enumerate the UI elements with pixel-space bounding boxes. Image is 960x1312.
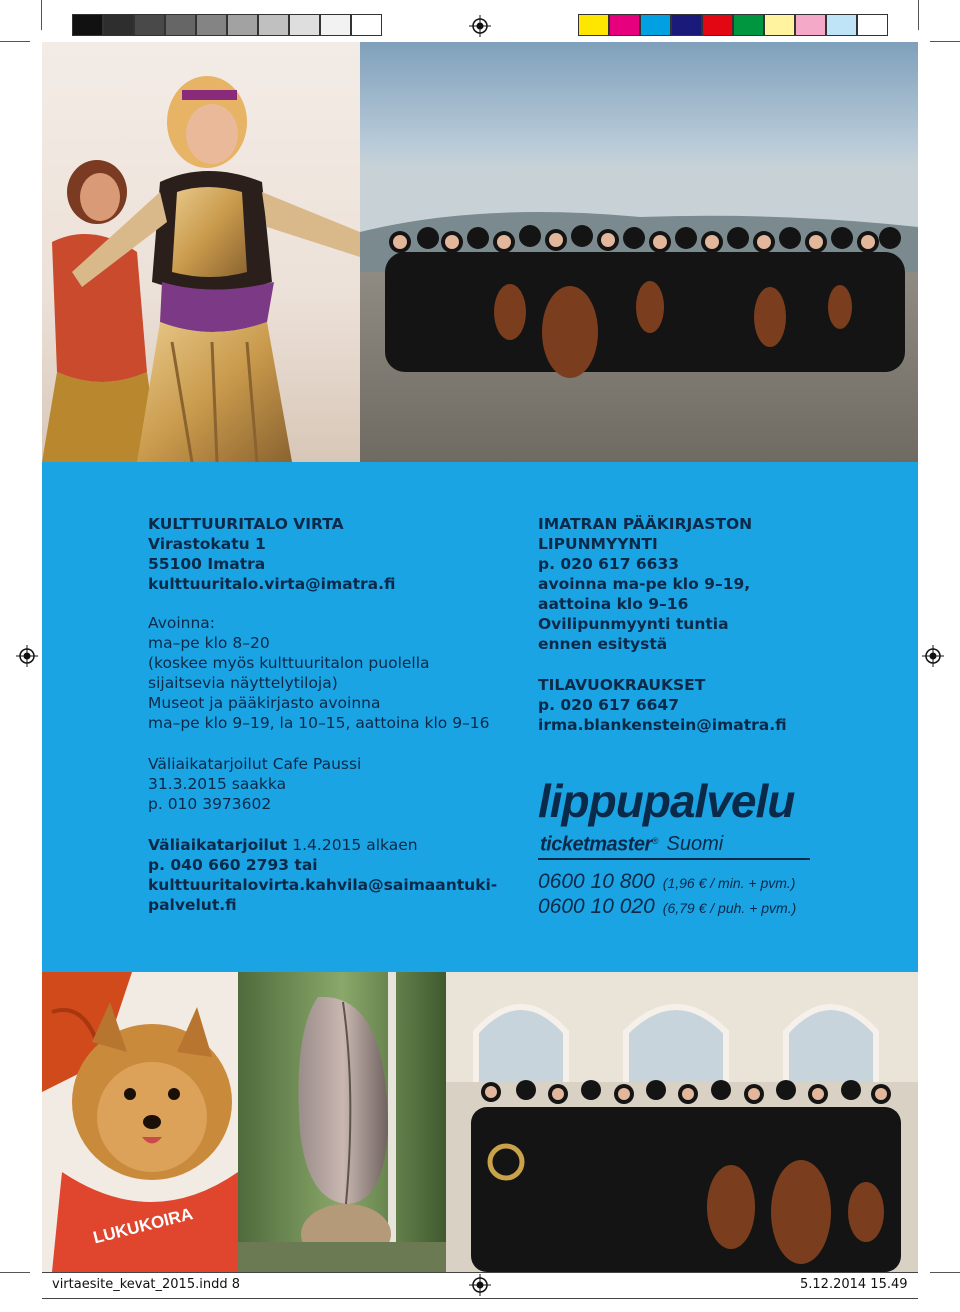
crop-mark [41,0,42,30]
cafe-phone: p. 010 3973602 [148,795,272,813]
ticket-phone-price: (6,79 € / puh. + pvm.) [662,900,797,916]
cafe2-phone: p. 040 660 2793 tai [148,856,318,874]
crop-mark [0,1272,30,1273]
hours-line: sijaitsevia näyttelytiloja) [148,674,338,692]
ticket-phone-price: (1,96 € / min. + pvm.) [662,875,796,891]
gray-bar [320,14,351,36]
library-hours: avoinna ma-pe klo 9–19, [538,575,751,593]
cafe2-email-cont[interactable]: palvelut.fi [148,896,237,914]
gray-bar [258,14,289,36]
library-title: IMATRAN PÄÄKIRJASTON [538,515,753,533]
venue-email[interactable]: kulttuuritalo.virta@imatra.fi [148,575,396,593]
library-title-cont: LIPUNMYYNTI [538,535,658,553]
cafe-title: Väliaikatarjoilut Cafe Paussi [148,755,362,773]
library-door-sales-cont: ennen esitystä [538,635,668,653]
registered-mark: ® [651,836,659,846]
ticketmaster-line [540,828,723,859]
lippupalvelu-logo: lippupalvelu [538,775,795,827]
color-bar [733,14,764,36]
ticket-phone-1 [538,870,795,894]
hours-line: ma–pe klo 8–20 [148,634,270,652]
gray-bar [134,14,165,36]
gray-bar [227,14,258,36]
cafe2-title-rest: 1.4.2015 alkaen [287,836,418,854]
rentals-email[interactable]: irma.blankenstein@imatra.fi [538,716,787,734]
registration-mark-icon [469,15,491,37]
crop-mark [930,41,960,42]
gray-bar [165,14,196,36]
ticketmaster-country: Suomi [666,833,724,856]
library-hours-cont: aattoina klo 9–16 [538,595,689,613]
hours-line: (koskee myös kulttuuritalon puolella [148,654,430,672]
cafe2-email[interactable]: kulttuuritalovirta.kahvila@saimaantuki- [148,876,498,894]
crop-mark [0,41,30,42]
gray-bar [103,14,134,36]
gray-bar [351,14,382,36]
venue-postal: 55100 Imatra [148,555,266,573]
crop-mark [930,1272,960,1273]
color-bar [764,14,795,36]
cafe-paussi-block [148,754,361,814]
hours-block [148,613,490,733]
rentals-phone: p. 020 617 6647 [538,696,680,714]
hours-line: ma–pe klo 9–19, la 10–15, aattoina klo 9–16 [148,714,490,732]
rentals-title: TILAVUOKRAUKSET [538,676,706,694]
color-bar [826,14,857,36]
ticket-phone-number[interactable]: 0600 10 020 [538,895,655,918]
color-bar [578,14,609,36]
ticket-phone-2 [538,895,796,919]
slug-timestamp: 5.12.2014 15.49 [800,1277,908,1292]
gray-bar [289,14,320,36]
cafe-new-block [148,835,497,915]
color-bar [795,14,826,36]
color-bar [671,14,702,36]
ticketmaster-logo: ticketmaster [540,833,652,856]
slug-filename: virtaesite_kevat_2015.indd 8 [52,1277,240,1292]
orchestra-hill-photo [360,42,918,462]
hours-line: Museot ja pääkirjasto avoinna [148,694,381,712]
registration-mark-icon [922,645,944,667]
dancers-photo [42,42,360,462]
library-block [538,514,752,654]
gray-bar [72,14,103,36]
bandana-text: LUKUKOIRA [91,1204,195,1248]
color-bar [702,14,733,36]
ticket-phone-number[interactable]: 0600 10 800 [538,870,655,893]
color-bar [640,14,671,36]
library-door-sales: Ovilipunmyynti tuntia [538,615,729,633]
stone-sculpture-photo [238,972,446,1272]
registration-mark-icon [16,645,38,667]
crop-mark [918,0,919,30]
venue-street: Virastokatu 1 [148,535,266,553]
cafe-date: 31.3.2015 saakka [148,775,287,793]
rentals-block [538,675,787,735]
orchestra-hall-photo [446,972,918,1272]
reading-dog-photo [42,972,238,1272]
divider [538,858,810,860]
color-bar [857,14,888,36]
venue-block [148,514,395,594]
cafe2-title-bold: Väliaikatarjoilut [148,836,288,854]
color-bar [609,14,640,36]
library-phone: p. 020 617 6633 [538,555,680,573]
venue-title: KULTTUURITALO VIRTA [148,515,344,533]
hours-heading: Avoinna: [148,614,216,632]
gray-bar [196,14,227,36]
